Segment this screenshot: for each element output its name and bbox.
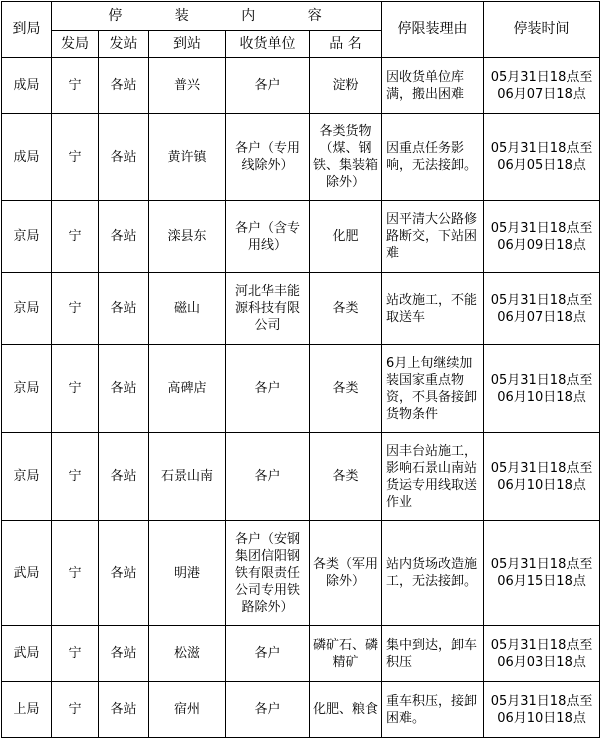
cell-consignee: 各户（含专用线）: [226, 201, 310, 273]
cell-arrive-bureau: 武局: [2, 626, 52, 682]
cell-goods: 各类（军用除外）: [310, 521, 382, 626]
cell-send-station: 各站: [99, 433, 149, 521]
cell-consignee: 各户: [226, 58, 310, 114]
cell-to-station: 宿州: [149, 682, 226, 738]
cell-send-bureau: 宁: [52, 682, 99, 738]
table-row: [2, 345, 600, 433]
table-row: [2, 626, 600, 682]
cell-consignee: 各户: [226, 433, 310, 521]
cell-arrive-bureau: 成局: [2, 58, 52, 114]
header-row-top: [2, 2, 600, 31]
cell-send-station: 各站: [99, 626, 149, 682]
cell-to-station: 石景山南: [149, 433, 226, 521]
cell-time: 05月31日18点至06月15日18点: [484, 521, 600, 626]
cell-send-station: 各站: [99, 273, 149, 345]
cell-send-station: 各站: [99, 114, 149, 201]
header-send-bureau: 发局: [52, 31, 99, 58]
cell-goods: 化肥: [310, 201, 382, 273]
cell-reason: 集中到达，卸车积压: [382, 626, 484, 682]
cell-consignee: 各户: [226, 345, 310, 433]
cell-consignee: 各户（专用线除外）: [226, 114, 310, 201]
cell-arrive-bureau: 京局: [2, 345, 52, 433]
stop-loading-table: [1, 1, 600, 738]
cell-to-station: 黄许镇: [149, 114, 226, 201]
cell-consignee: 各户: [226, 626, 310, 682]
cell-arrive-bureau: 成局: [2, 114, 52, 201]
cell-goods: 各类: [310, 273, 382, 345]
cell-to-station: 滦县东: [149, 201, 226, 273]
cell-consignee: 各户（安钢集团信阳钢铁有限责任公司专用铁路除外）: [226, 521, 310, 626]
cell-reason: 因平清大公路修路断交，下站困难: [382, 201, 484, 273]
cell-arrive-bureau: 京局: [2, 433, 52, 521]
cell-to-station: 高碑店: [149, 345, 226, 433]
cell-goods: 各类: [310, 345, 382, 433]
cell-send-bureau: 宁: [52, 521, 99, 626]
header-to-station: 到站: [149, 31, 226, 58]
cell-arrive-bureau: 京局: [2, 273, 52, 345]
table-row: [2, 114, 600, 201]
header-consignee: 收货单位: [226, 31, 310, 58]
cell-time: 05月31日18点至06月05日18点: [484, 114, 600, 201]
header-stop-content: 停 装 内 容: [52, 2, 382, 31]
cell-to-station: 磁山: [149, 273, 226, 345]
cell-reason: 6月上旬继续加装国家重点物资，不具备接卸货物条件: [382, 345, 484, 433]
cell-reason: 因丰台站施工，影响石景山南站货运专用线取送作业: [382, 433, 484, 521]
cell-time: 05月31日18点至06月09日18点: [484, 201, 600, 273]
cell-reason: 站改施工，不能取送车: [382, 273, 484, 345]
cell-consignee: 各户: [226, 682, 310, 738]
cell-arrive-bureau: 上局: [2, 682, 52, 738]
cell-arrive-bureau: 京局: [2, 201, 52, 273]
table-row: [2, 682, 600, 738]
cell-send-station: 各站: [99, 521, 149, 626]
cell-send-station: 各站: [99, 345, 149, 433]
cell-send-bureau: 宁: [52, 433, 99, 521]
cell-time: 05月31日18点至06月07日18点: [484, 273, 600, 345]
cell-time: 05月31日18点至06月03日18点: [484, 626, 600, 682]
cell-send-bureau: 宁: [52, 201, 99, 273]
table-row: [2, 273, 600, 345]
cell-time: 05月31日18点至06月10日18点: [484, 345, 600, 433]
table-row: [2, 201, 600, 273]
cell-goods: 化肥、粮食: [310, 682, 382, 738]
cell-consignee: 河北华丰能源科技有限公司: [226, 273, 310, 345]
cell-goods: 各类货物（煤、钢铁、集装箱除外）: [310, 114, 382, 201]
cell-to-station: 普兴: [149, 58, 226, 114]
table-row: [2, 433, 600, 521]
cell-send-bureau: 宁: [52, 345, 99, 433]
cell-arrive-bureau: 武局: [2, 521, 52, 626]
cell-send-bureau: 宁: [52, 626, 99, 682]
cell-send-station: 各站: [99, 201, 149, 273]
cell-time: 05月31日18点至06月10日18点: [484, 682, 600, 738]
cell-to-station: 明港: [149, 521, 226, 626]
cell-goods: 淀粉: [310, 58, 382, 114]
cell-time: 05月31日18点至06月07日18点: [484, 58, 600, 114]
header-reason: 停限装理由: [382, 2, 484, 58]
header-time: 停装时间: [484, 2, 600, 58]
header-send-station: 发站: [99, 31, 149, 58]
cell-reason: 因重点任务影响，无法接卸。: [382, 114, 484, 201]
cell-reason: 站内货场改造施工，无法接卸。: [382, 521, 484, 626]
cell-send-bureau: 宁: [52, 58, 99, 114]
table-row: [2, 521, 600, 626]
cell-reason: 重车积压，接卸困难。: [382, 682, 484, 738]
cell-goods: 各类: [310, 433, 382, 521]
header-goods: 品 名: [310, 31, 382, 58]
cell-time: 05月31日18点至06月10日18点: [484, 433, 600, 521]
cell-send-bureau: 宁: [52, 114, 99, 201]
cell-to-station: 松滋: [149, 626, 226, 682]
cell-send-station: 各站: [99, 682, 149, 738]
table-row: [2, 58, 600, 114]
cell-send-bureau: 宁: [52, 273, 99, 345]
cell-goods: 磷矿石、磷精矿: [310, 626, 382, 682]
cell-send-station: 各站: [99, 58, 149, 114]
header-arrive-bureau: 到局: [2, 2, 52, 58]
cell-reason: 因收货单位库满，搬出困难: [382, 58, 484, 114]
